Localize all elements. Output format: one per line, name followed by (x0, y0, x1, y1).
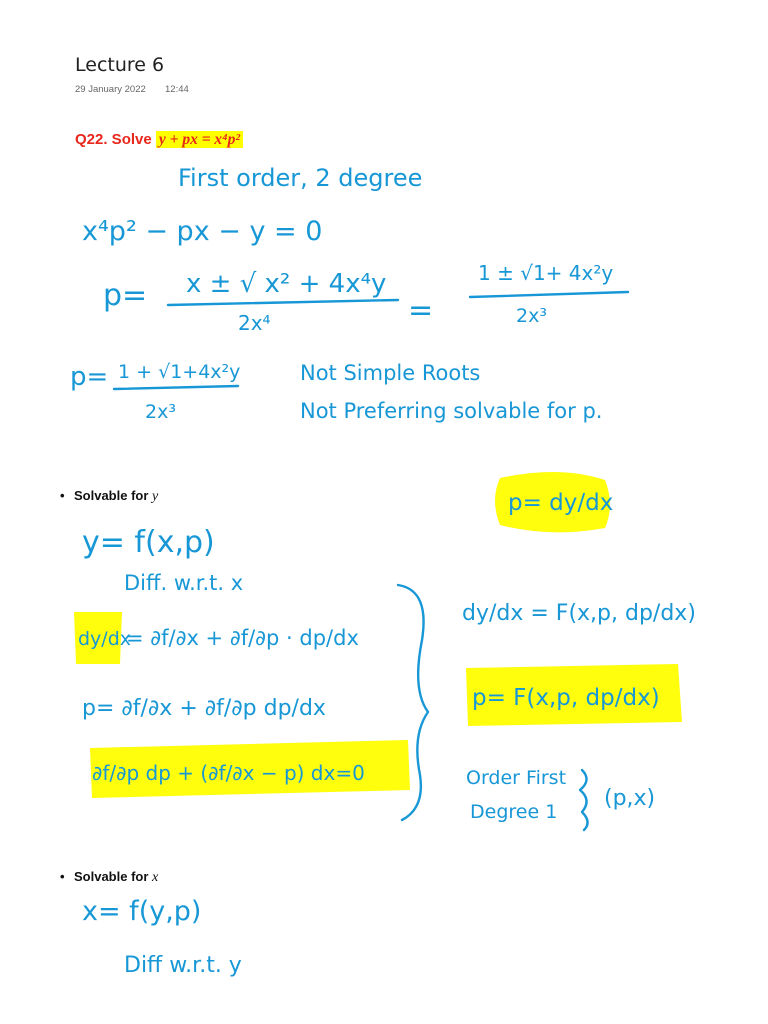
question-label: Q22. Solve (75, 131, 152, 148)
note-quadratic-num: x ± √ x² + 4x⁴y (186, 269, 387, 299)
note-p-lhs: p= (103, 278, 148, 313)
y-line-4: p= ∂f/∂x + ∂f/∂p dp/dx (82, 696, 326, 721)
y-side-1: dy/dx = F(x,p, dp/dx) (462, 601, 696, 626)
time-stamp: 12:44 (165, 84, 189, 95)
y-side-3c: (p,x) (604, 786, 656, 811)
note-remark-2: Not Preferring solvable for p. (300, 399, 603, 423)
note-quadratic-den: 2x⁴ (238, 311, 271, 335)
note-simplified-den: 2x³ (516, 305, 547, 327)
page-title: Lecture 6 (75, 54, 165, 76)
note-root-den: 2x³ (145, 401, 176, 423)
fraction-bar-1 (168, 300, 398, 305)
fraction-bar-3 (114, 386, 238, 389)
bullet-solvable-y: • Solvable for y (60, 488, 159, 504)
fraction-bar-2 (470, 292, 628, 297)
bullet-solvable-x: • Solvable for x (60, 869, 159, 885)
note-equals: = (408, 293, 434, 328)
y-line-3-lhs: dy/dx (78, 628, 132, 650)
note-rearranged: x⁴p² − px − y = 0 (82, 216, 323, 247)
y-line-2: Diff. w.r.t. x (124, 571, 244, 595)
date-stamp: 29 January 2022 (75, 84, 146, 95)
note-remark-1: Not Simple Roots (300, 361, 481, 385)
note-p-def: p= dy/dx (508, 490, 614, 516)
x-line-1: x= f(y,p) (82, 896, 202, 927)
note-p-lhs-2: p= (70, 362, 109, 392)
y-side-3b: Degree 1 (470, 801, 558, 823)
note-classification: First order, 2 degree (178, 164, 423, 192)
y-side-2: p= F(x,p, dp/dx) (472, 685, 660, 711)
x-line-2: Diff w.r.t. y (124, 953, 242, 978)
y-side-3a: Order First (466, 767, 567, 789)
note-root-num: 1 + √1+4x²y (118, 361, 241, 383)
question-equation: y + px = x⁴p² (156, 131, 243, 148)
y-line-3-rhs: = ∂f/∂x + ∂f/∂p · dp/dx (126, 626, 359, 650)
small-brace (580, 770, 588, 830)
y-line-5: ∂f/∂p dp + (∂f/∂x − p) dx=0 (92, 761, 365, 785)
y-line-1: y= f(x,p) (82, 525, 215, 560)
note-simplified-num: 1 ± √1+ 4x²y (478, 261, 614, 285)
